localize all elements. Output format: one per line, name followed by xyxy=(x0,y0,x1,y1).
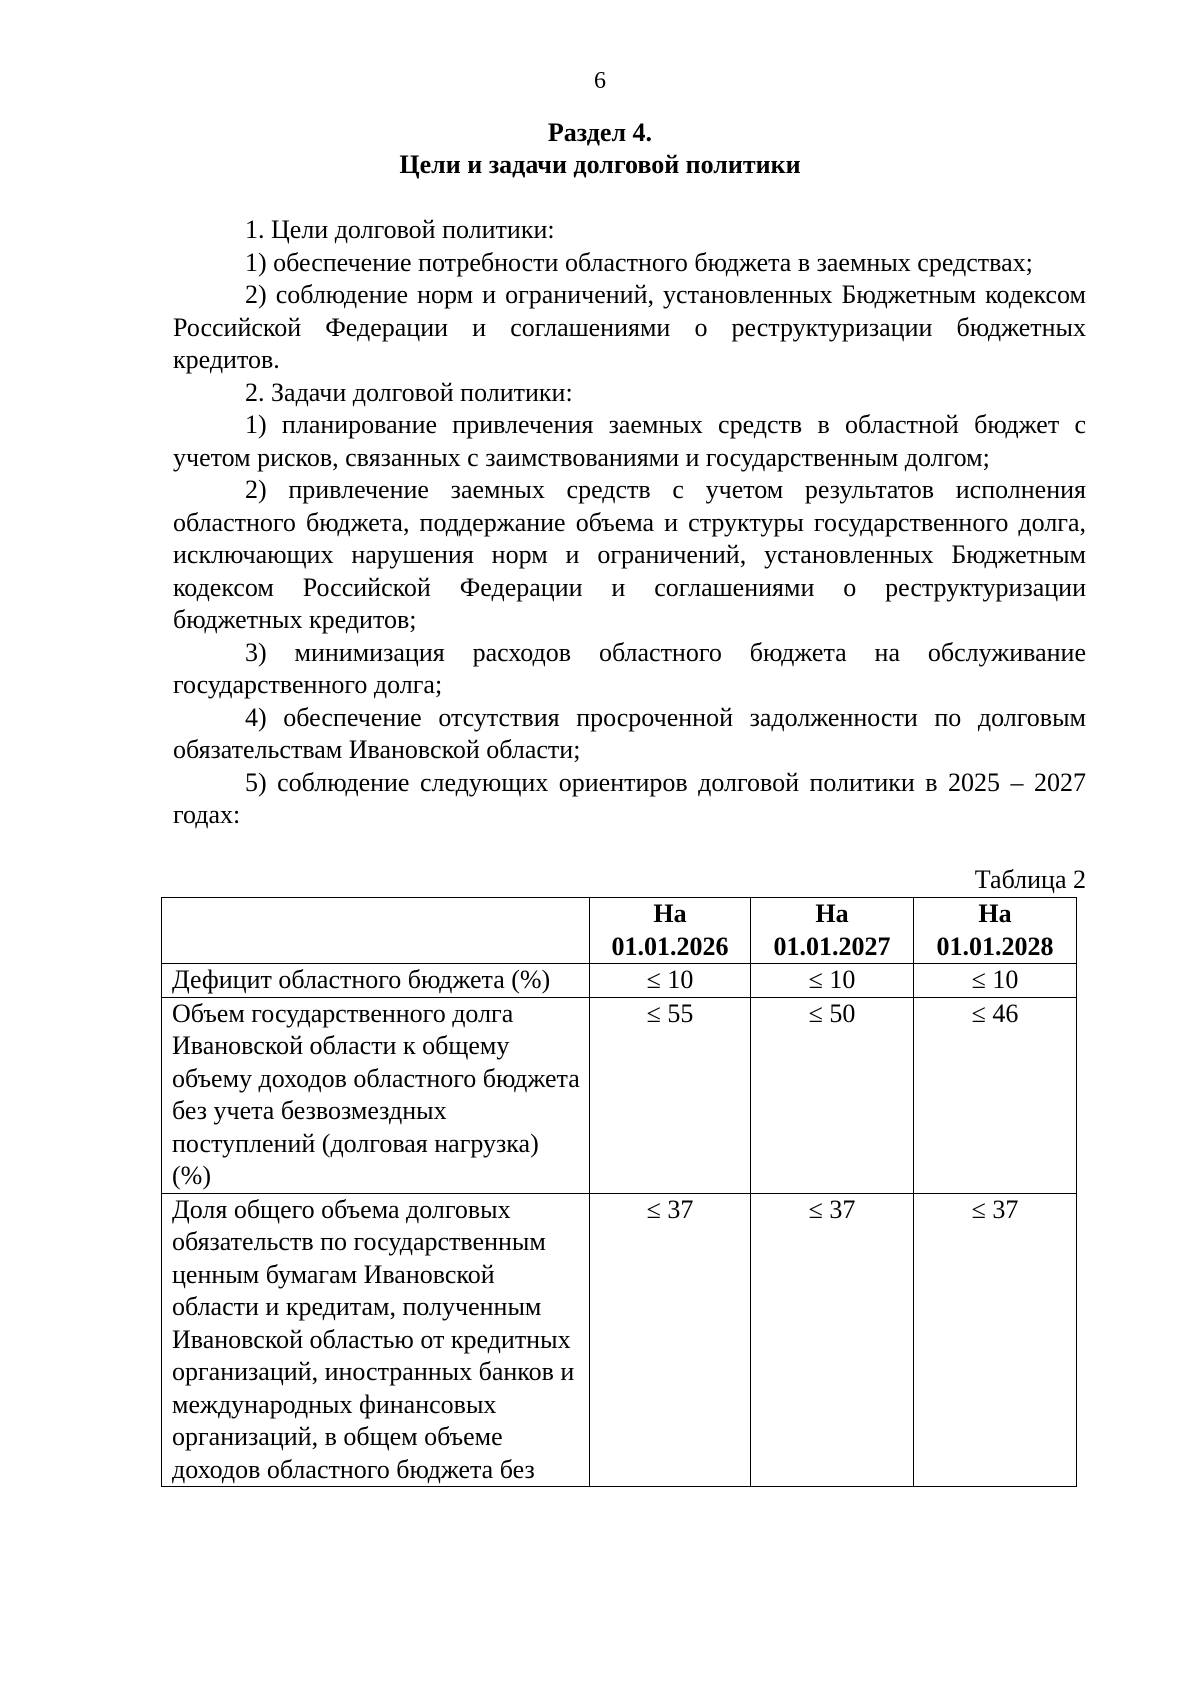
section-subtitle: Цели и задачи долговой политики xyxy=(399,150,801,179)
paragraph-task-1: 1) планирование привлечения заемных средств в областной бюджет с учетом рисков, связанных с заимствованиями и государственным долгом; xyxy=(173,410,1086,472)
row-label: Доля общего объема долговых обязательств по государственным ценным бумагам Ивановской области и кредитам, полученным Ивановской областью от кредитных организаций, иностранных банков и международных финансовых организаций, в общем объеме доходов областного бюджета без xyxy=(162,1193,590,1487)
section-body xyxy=(173,214,1086,832)
debt-policy-table xyxy=(161,897,1077,1487)
table-header-cell: На 01.01.2028 xyxy=(914,898,1077,964)
paragraph-task-4: 4) обеспечение отсутствия просроченной задолженности по долговым обязательствам Ивановской области; xyxy=(173,702,1086,764)
table-cell: ≤ 55 xyxy=(590,997,751,1193)
paragraph-tasks-heading: 2. Задачи долговой политики: xyxy=(245,377,573,407)
row-label: Объем государственного долга Ивановской области к общему объему доходов областного бюджета без учета безвозмездных поступлений (долговая нагрузка) (%) xyxy=(162,997,590,1193)
row-label: Дефицит областного бюджета (%) xyxy=(162,964,590,998)
table-row xyxy=(162,1193,1077,1487)
paragraph-task-2: 2) привлечение заемных средств с учетом результатов исполнения областного бюджета, поддержание объема и структуры государственного долга, исключающих нарушения норм и ограничений, установленных Бюджетным кодексом Российской Федерации и соглашениями о реструктуризации бюджетных кредитов; xyxy=(173,475,1086,634)
table-cell: ≤ 37 xyxy=(751,1193,914,1487)
paragraph-task-5: 5) соблюдение следующих ориентиров долговой политики в 2025 – 2027 годах: xyxy=(173,767,1086,829)
paragraph-goals-heading: 1. Цели долговой политики: xyxy=(245,215,555,244)
paragraph-task-3: 3) минимизация расходов областного бюджета на обслуживание государственного долга; xyxy=(173,637,1086,699)
table-header-cell xyxy=(162,898,590,964)
table-cell: ≤ 37 xyxy=(914,1193,1077,1487)
table-cell: ≤ 10 xyxy=(590,964,751,998)
table-header-cell: На 01.01.2026 xyxy=(590,898,751,964)
paragraph-goal-2: 2) соблюдение норм и ограничений, установленных Бюджетным кодексом Российской Федерации и соглашениями о реструктуризации бюджетных кредитов. xyxy=(173,280,1086,374)
table-caption: Таблица 2 xyxy=(974,865,1086,894)
table-cell: ≤ 37 xyxy=(590,1193,751,1487)
table-header-row xyxy=(162,898,1077,964)
paragraph-goal-1: 1) обеспечение потребности областного бюджета в заемных средствах; xyxy=(245,247,1033,277)
table-row xyxy=(162,964,1077,998)
table-header-cell: На 01.01.2027 xyxy=(751,898,914,964)
table-cell: ≤ 10 xyxy=(914,964,1077,998)
section-title: Раздел 4. xyxy=(547,118,653,147)
table-cell: ≤ 10 xyxy=(751,964,914,998)
table-row xyxy=(162,997,1077,1193)
table-cell: ≤ 46 xyxy=(914,997,1077,1193)
page-number: 6 xyxy=(594,68,606,94)
table-cell: ≤ 50 xyxy=(751,997,914,1193)
